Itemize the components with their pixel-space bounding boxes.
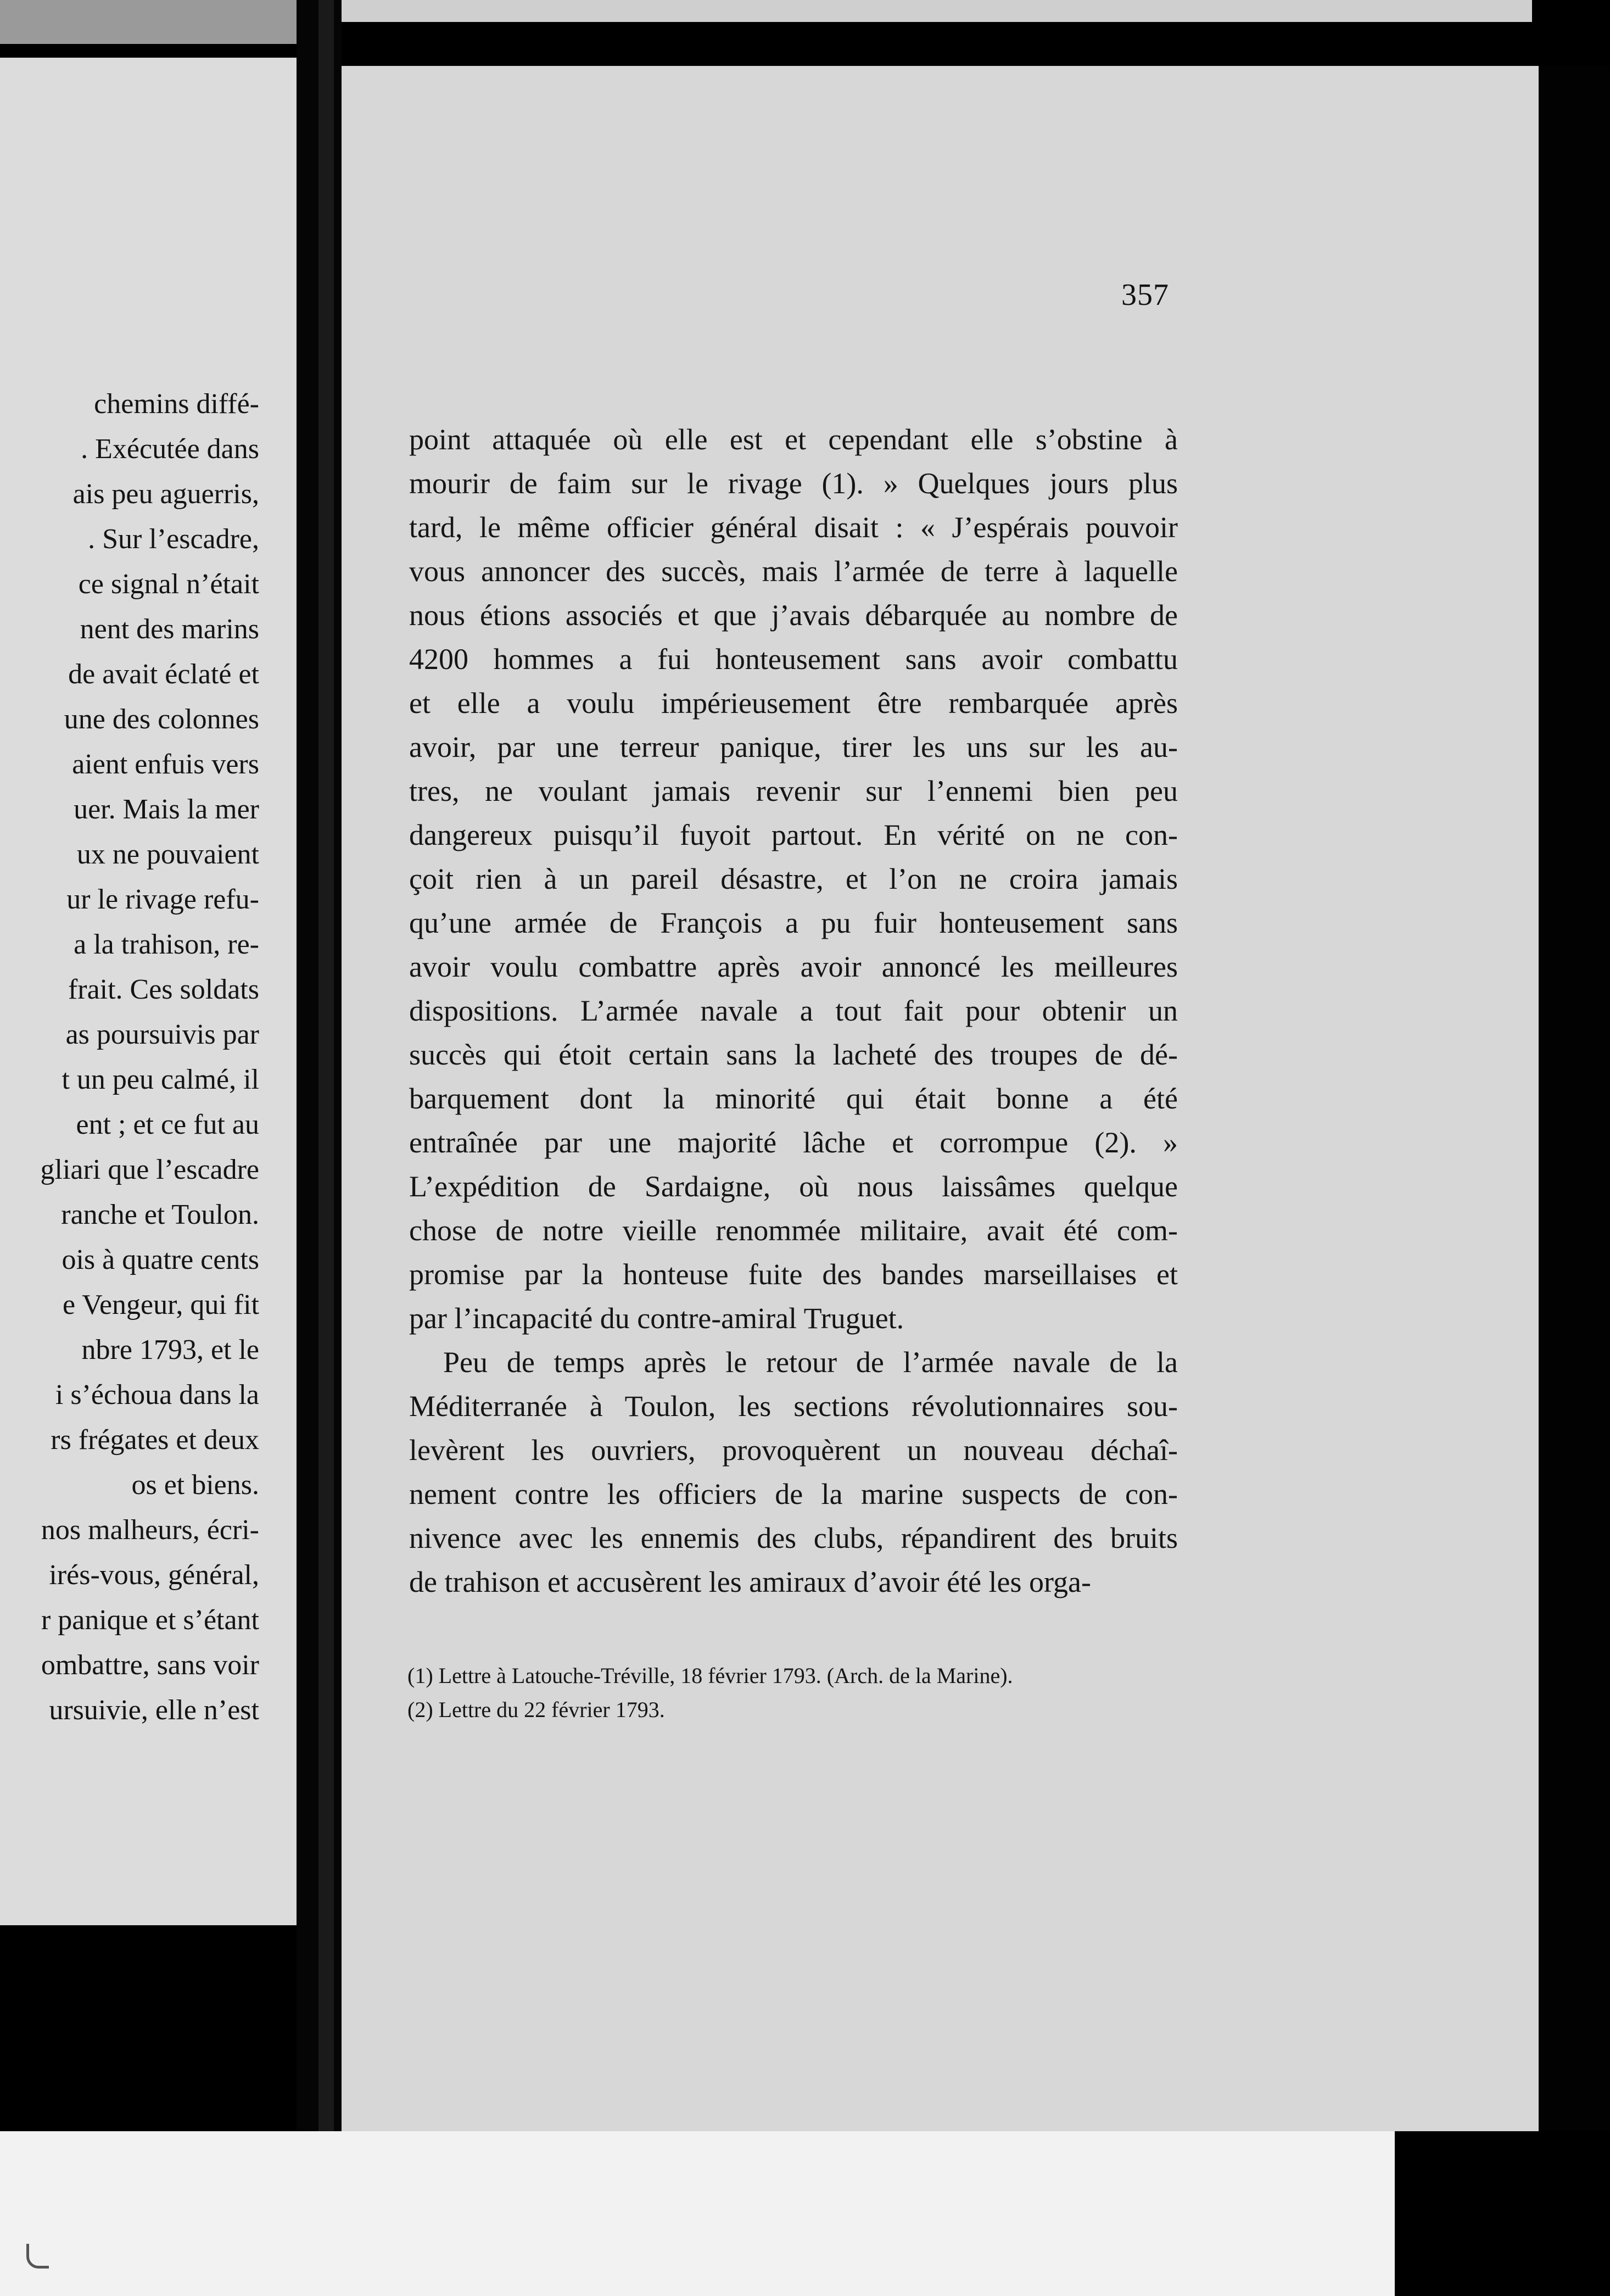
footnotes	[407, 1659, 1176, 1727]
text-line: qu’une armée de François a pu fuir honteusement sans	[409, 906, 1178, 939]
text-line: chose de notre vieille renommée militaire, avait été com-	[409, 1214, 1178, 1247]
left-text-line: . Exécutée dans	[81, 433, 259, 465]
left-text-line: nbre 1793, et le	[81, 1334, 259, 1366]
text-line: nement contre les officiers de la marine suspects de con-	[409, 1478, 1178, 1511]
left-text-line: ent ; et ce fut au	[76, 1109, 259, 1140]
text-line: tres, ne voulant jamais revenir sur l’ennemi bien peu	[409, 774, 1178, 807]
left-text-line: aient enfuis vers	[72, 749, 259, 780]
left-text-line: a la trahison, re-	[74, 929, 259, 960]
left-text-line: ursuivie, elle n’est	[49, 1695, 259, 1726]
left-text-line: nent des marins	[80, 614, 259, 645]
top-left-page-edge	[0, 0, 308, 44]
text-line: point attaquée où elle est et cependant elle s’obstine à	[409, 423, 1178, 456]
text-line: çoit rien à un pareil désastre, et l’on ne croira jamais	[409, 862, 1178, 895]
left-text-line: ux ne pouvaient	[76, 839, 259, 870]
left-text-line: ombattre, sans voir	[41, 1649, 259, 1681]
left-text-line: ranche et Toulon.	[61, 1199, 259, 1230]
text-line: barquement dont la minorité qui était bonne a été	[409, 1082, 1178, 1115]
left-text-line: une des colonnes	[64, 704, 259, 735]
left-text-line: t un peu calmé, il	[62, 1064, 259, 1095]
left-text-line: gliari que l’escadre	[40, 1154, 259, 1185]
text-line: nous étions associés et que j’avais débarquée au nombre de	[409, 599, 1178, 632]
bottom-scan-strip	[0, 2131, 1395, 2296]
left-page	[0, 58, 297, 1925]
left-text-line: ois à quatre cents	[62, 1244, 259, 1275]
text-line: levèrent les ouvriers, provoquèrent un nouveau déchaî-	[409, 1434, 1178, 1467]
left-text-line: ais peu aguerris,	[72, 478, 259, 510]
text-line: dispositions. L’armée navale a tout fait pour obtenir un	[409, 994, 1178, 1027]
left-text-line: uer. Mais la mer	[74, 794, 259, 825]
footnote-2: (2) Lettre du 22 février 1793.	[407, 1697, 665, 1722]
text-line: entraînée par une majorité lâche et corrompue (2). »	[409, 1126, 1178, 1159]
left-text-line: as poursuivis par	[65, 1019, 259, 1050]
left-text-line: nos malheurs, écri-	[41, 1514, 259, 1546]
text-line: de trahison et accusèrent les amiraux d’avoir été les orga-	[409, 1565, 1091, 1598]
left-text-line: ce signal n’était	[78, 569, 259, 600]
text-line: 4200 hommes a fui honteusement sans avoir combattu	[409, 643, 1178, 676]
text-line: par l’incapacité du contre-amiral Truguet.	[409, 1302, 904, 1335]
text-line: avoir voulu combattre après avoir annoncé les meilleures	[409, 950, 1178, 983]
text-line: nivence avec les ennemis des clubs, répandirent des bruits	[409, 1522, 1178, 1554]
text-line: dangereux puisqu’il fuyoit partout. En vérité on ne con-	[409, 818, 1178, 851]
text-line: mourir de faim sur le rivage (1). » Quelques jours plus	[409, 467, 1178, 500]
left-text-line: . Sur l’escadre,	[88, 523, 259, 555]
text-line: succès qui étoit certain sans la lacheté des troupes de dé-	[409, 1038, 1178, 1071]
left-text-line: ur le rivage refu-	[66, 884, 259, 915]
paragraph-2	[409, 1340, 1178, 1604]
text-line: tard, le même officier général disait : « J’espérais pouvoir	[409, 511, 1178, 544]
left-text-line: i s’échoua dans la	[55, 1379, 259, 1411]
right-scan-border	[1539, 66, 1610, 2131]
top-page-edge	[324, 0, 1532, 22]
bottom-right-border	[1395, 2131, 1610, 2296]
left-text-line: os et biens.	[131, 1469, 259, 1501]
text-line: Méditerranée à Toulon, les sections révolutionnaires sou-	[409, 1390, 1178, 1423]
left-page-text	[41, 382, 259, 1733]
left-text-line: r panique et s’étant	[41, 1604, 259, 1636]
scan-mark	[26, 2244, 49, 2269]
body-text	[409, 417, 1178, 1604]
text-line: vous annoncer des succès, mais l’armée de terre à laquelle	[409, 555, 1178, 588]
text-line: avoir, par une terreur panique, tirer les uns sur les au-	[409, 731, 1178, 764]
left-text-line: frait. Ces soldats	[68, 974, 259, 1005]
left-text-line: chemins diffé-	[94, 388, 259, 420]
left-text-line: irés-vous, général,	[49, 1559, 259, 1591]
left-text-line: rs frégates et deux	[51, 1424, 259, 1456]
text-line: Peu de temps après le retour de l’armée navale de la	[443, 1346, 1178, 1379]
page-number: 357	[1121, 278, 1169, 312]
paragraph-1	[409, 417, 1178, 1340]
text-line: et elle a voulu impérieusement être rembarquée après	[409, 687, 1178, 720]
footnote-1: (1) Lettre à Latouche-Tréville, 18 février 1793. (Arch. de la Marine).	[407, 1663, 1013, 1688]
text-line: promise par la honteuse fuite des bandes marseillaises et	[409, 1258, 1178, 1291]
text-line: L’expédition de Sardaigne, où nous laissâmes quelque	[409, 1170, 1178, 1203]
left-text-line: de avait éclaté et	[68, 659, 259, 690]
gutter-shadow	[318, 0, 334, 2296]
left-text-line: e Vengeur, qui fit	[63, 1289, 259, 1320]
